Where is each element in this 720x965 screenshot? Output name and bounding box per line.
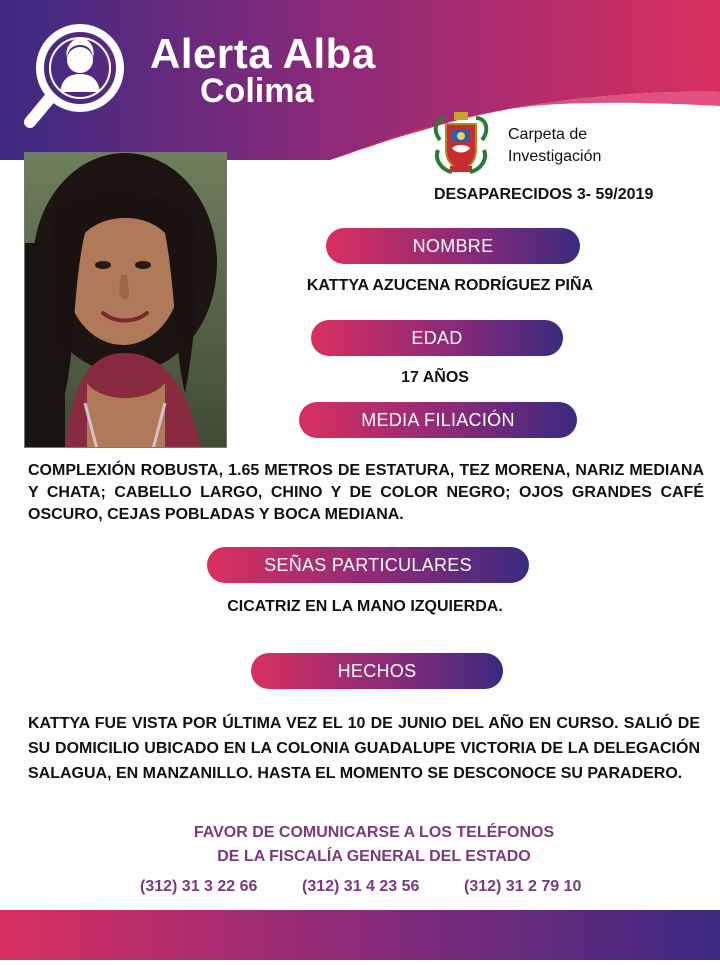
senas-particulares-label: SEÑAS PARTICULARES — [207, 547, 529, 583]
footer-band — [0, 910, 720, 960]
carpeta-line1: Carpeta de — [508, 126, 588, 143]
phone-3: (312) 31 2 79 10 — [464, 878, 582, 895]
state-seal-icon — [432, 110, 490, 176]
phone-1: (312) 31 3 22 66 — [140, 878, 258, 895]
edad-value: 17 AÑOS — [401, 369, 469, 386]
magnifier-person-icon — [22, 18, 134, 130]
page-title: Alerta Alba — [150, 30, 376, 77]
carpeta-label — [508, 124, 601, 168]
senas-particulares-value: CICATRIZ EN LA MANO IZQUIERDA. — [227, 598, 503, 615]
nombre-value: KATTYA AZUCENA RODRÍGUEZ PIÑA — [306, 277, 594, 294]
hechos-label: HECHOS — [251, 653, 503, 689]
media-filiacion-value: COMPLEXIÓN ROBUSTA, 1.65 METROS DE ESTATURA, TEZ MORENA, NARIZ MEDIANA Y CHATA; CABELLO LARGO, CHINO Y DE COLOR NEGRO; OJOS GRANDES CAFÉ OSCURO, CEJAS POBLADAS Y BOCA MEDIANA. — [28, 462, 704, 523]
edad-label: EDAD — [311, 320, 563, 356]
hechos-value: KATTYA FUE VISTA POR ÚLTIMA VEZ EL 10 DE JUNIO DEL AÑO EN CURSO. SALIÓ DE SU DOMICILIO UBICADO EN LA COLONIA GUADALUPE VICTORIA DE LA DELEGACIÓN SALAGUA, EN MANZANILLO. HASTA EL MOMENTO SE DESCONOCE SU PARADERO. — [28, 715, 700, 782]
missing-person-photo — [24, 152, 227, 448]
contact-line1: FAVOR DE COMUNICARSE A LOS TELÉFONOS — [193, 824, 555, 841]
contact-line2: DE LA FISCALÍA GENERAL DEL ESTADO — [217, 848, 531, 865]
carpeta-line2: Investigación — [508, 148, 602, 165]
expediente-number: DESAPARECIDOS 3- 59/2019 — [434, 186, 654, 203]
media-filiacion-label: MEDIA FILIACIÓN — [299, 402, 577, 438]
phone-2: (312) 31 4 23 56 — [302, 878, 420, 895]
nombre-label: NOMBRE — [326, 228, 580, 264]
page-subtitle: Colima — [200, 72, 314, 110]
